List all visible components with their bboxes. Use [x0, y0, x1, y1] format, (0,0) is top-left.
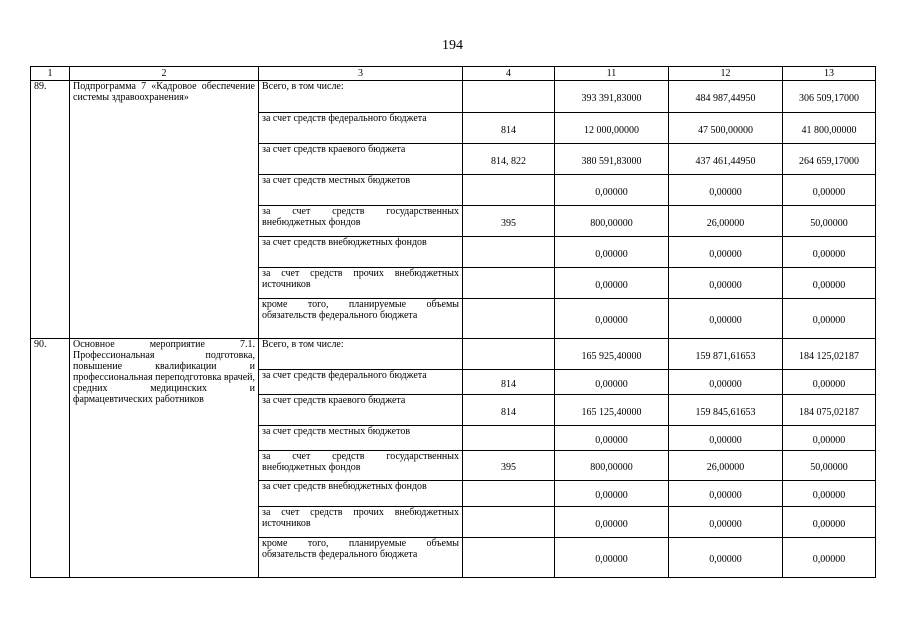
- column-header: 11: [555, 67, 669, 81]
- funding-source: [259, 481, 463, 507]
- value-col-11-text: 0,00000: [595, 434, 628, 446]
- value-col-12-text: 0,00000: [709, 378, 742, 390]
- budget-code-text: 814: [501, 124, 516, 136]
- column-header: 3: [259, 67, 463, 81]
- value-col-11: [555, 339, 669, 370]
- funding-source-text: кроме того, планируемые объемы обязательств федерального бюджета: [262, 538, 459, 560]
- value-col-13: [783, 481, 876, 507]
- value-col-13-text: 50,00000: [810, 217, 848, 229]
- column-header: 4: [463, 67, 555, 81]
- budget-code: [463, 237, 555, 268]
- budget-code: [463, 339, 555, 370]
- value-col-13-text: 0,00000: [812, 315, 846, 326]
- value-col-12: [669, 538, 783, 578]
- value-col-13: [783, 370, 876, 395]
- value-col-12-text: 0,00000: [709, 518, 742, 530]
- value-col-12: [669, 237, 783, 268]
- column-header: 12: [669, 67, 783, 81]
- value-col-11: [555, 538, 669, 578]
- column-header: 13: [783, 67, 876, 81]
- value-col-13: [783, 268, 876, 299]
- value-col-12: [669, 206, 783, 237]
- page-number: 194: [442, 38, 463, 53]
- value-col-13-text: 0,00000: [812, 248, 846, 260]
- value-col-11: [555, 175, 669, 206]
- value-col-13-text: 264 659,17000: [799, 155, 859, 167]
- value-col-12: [669, 113, 783, 144]
- budget-code: [463, 451, 555, 481]
- budget-code: [463, 81, 555, 113]
- funding-source: [259, 426, 463, 451]
- funding-source: [259, 237, 463, 268]
- row-number: [31, 339, 70, 578]
- table-row: [31, 339, 876, 370]
- value-col-13: [783, 206, 876, 237]
- value-col-11-text: 0,00000: [595, 378, 628, 390]
- value-col-11: [555, 507, 669, 538]
- column-header-row: [31, 67, 876, 81]
- value-col-13: [783, 339, 876, 370]
- value-col-11-text: 0,00000: [595, 248, 628, 260]
- funding-source-text: за счет средств федерального бюджета: [262, 113, 427, 124]
- value-col-11: [555, 144, 669, 175]
- value-col-12: [669, 175, 783, 206]
- value-col-13-text: 50,00000: [810, 462, 848, 473]
- value-col-12-text: 484 987,44950: [695, 93, 756, 104]
- value-col-13-text: 0,00000: [812, 186, 846, 198]
- funding-source-text: Всего, в том числе:: [262, 81, 344, 92]
- program-name-text: Основное мероприятие 7.1. Профессиональная подготовка, повышение квалификации и профессиональная переподготовка врачей, средних медицинских и фармацевтических работников: [73, 339, 255, 405]
- value-col-12: [669, 507, 783, 538]
- value-col-13: [783, 175, 876, 206]
- value-col-11-text: 0,00000: [595, 186, 628, 198]
- value-col-12-text: 0,00000: [709, 248, 742, 260]
- value-col-11-text: 0,00000: [595, 554, 628, 565]
- value-col-11-text: 12 000,00000: [584, 124, 639, 136]
- value-col-12-text: 0,00000: [709, 186, 742, 198]
- value-col-11-text: 393 391,83000: [581, 93, 642, 104]
- value-col-13-text: 0,00000: [812, 490, 846, 501]
- value-col-11: [555, 113, 669, 144]
- value-col-12: [669, 339, 783, 370]
- funding-source-text: за счет средств внебюджетных фондов: [262, 237, 427, 248]
- value-col-13: [783, 451, 876, 481]
- budget-code-text: 814: [501, 378, 516, 390]
- value-col-11: [555, 237, 669, 268]
- value-col-12: [669, 370, 783, 395]
- value-col-12-text: 0,00000: [709, 315, 742, 326]
- budget-code: [463, 268, 555, 299]
- value-col-13-text: 184 125,02187: [799, 350, 859, 362]
- value-col-12-text: 0,00000: [709, 434, 742, 446]
- value-col-12: [669, 395, 783, 426]
- value-col-13: [783, 81, 876, 113]
- budget-code: [463, 175, 555, 206]
- budget-table: [30, 66, 876, 578]
- row-number-text: 90.: [34, 339, 47, 350]
- funding-source-text: за счет средств краевого бюджета: [262, 395, 406, 406]
- value-col-11-text: 165 125,40000: [581, 406, 642, 418]
- funding-source-text: за счет средств краевого бюджета: [262, 144, 406, 155]
- value-col-13-text: 306 509,17000: [799, 93, 859, 104]
- value-col-13: [783, 144, 876, 175]
- value-col-12-text: 159 871,61653: [695, 350, 756, 362]
- value-col-12-text: 26,00000: [706, 462, 745, 473]
- value-col-11-text: 0,00000: [595, 279, 628, 291]
- funding-source: [259, 81, 463, 113]
- funding-source: [259, 175, 463, 206]
- value-col-13: [783, 538, 876, 578]
- funding-source: [259, 451, 463, 481]
- value-col-11: [555, 481, 669, 507]
- funding-source-text: за счет средств прочих внебюджетных источников: [262, 268, 459, 290]
- funding-source: [259, 268, 463, 299]
- budget-code: [463, 538, 555, 578]
- value-col-12: [669, 299, 783, 339]
- budget-code: [463, 144, 555, 175]
- value-col-13-text: 184 075,02187: [799, 406, 859, 418]
- funding-source-text: кроме того, планируемые объемы обязательств федерального бюджета: [262, 299, 459, 321]
- value-col-13: [783, 237, 876, 268]
- value-col-11: [555, 268, 669, 299]
- value-col-13: [783, 113, 876, 144]
- value-col-12: [669, 144, 783, 175]
- value-col-11: [555, 395, 669, 426]
- value-col-12-text: 26,00000: [706, 217, 745, 229]
- value-col-12-text: 159 845,61653: [695, 406, 756, 418]
- value-col-11-text: 0,00000: [595, 315, 628, 326]
- budget-code: [463, 299, 555, 339]
- value-col-11-text: 800,00000: [590, 217, 633, 229]
- table-row: [31, 81, 876, 113]
- program-name: [70, 81, 259, 339]
- funding-source: [259, 370, 463, 395]
- value-col-12-text: 437 461,44950: [695, 155, 756, 167]
- budget-code: [463, 206, 555, 237]
- value-col-11-text: 800,00000: [590, 462, 633, 473]
- budget-code-text: 395: [501, 462, 516, 473]
- value-col-13: [783, 395, 876, 426]
- value-col-13-text: 0,00000: [812, 279, 846, 291]
- funding-source: [259, 113, 463, 144]
- funding-source: [259, 144, 463, 175]
- value-col-12: [669, 451, 783, 481]
- value-col-12-text: 47 500,00000: [698, 124, 753, 136]
- column-header: 2: [70, 67, 259, 81]
- budget-code: [463, 481, 555, 507]
- value-col-11: [555, 370, 669, 395]
- funding-source-text: за счет средств местных бюджетов: [262, 426, 411, 437]
- budget-code: [463, 395, 555, 426]
- value-col-11: [555, 299, 669, 339]
- value-col-12-text: 0,00000: [709, 279, 742, 291]
- value-col-11: [555, 206, 669, 237]
- value-col-11-text: 380 591,83000: [581, 155, 642, 167]
- budget-code-text: 395: [501, 217, 516, 229]
- value-col-12: [669, 426, 783, 451]
- funding-source: [259, 299, 463, 339]
- value-col-11-text: 165 925,40000: [581, 350, 642, 362]
- value-col-11-text: 0,00000: [595, 518, 628, 530]
- funding-source-text: Всего, в том числе:: [262, 339, 344, 350]
- budget-code: [463, 507, 555, 538]
- budget-code: [463, 370, 555, 395]
- value-col-12-text: 0,00000: [709, 554, 742, 565]
- row-number-text: 89.: [34, 81, 47, 92]
- funding-source: [259, 507, 463, 538]
- value-col-12-text: 0,00000: [709, 490, 742, 501]
- row-number: [31, 81, 70, 339]
- program-name-text: Подпрограмма 7 «Кадровое обеспечение системы здравоохранения»: [73, 81, 255, 103]
- budget-code: [463, 426, 555, 451]
- value-col-13: [783, 426, 876, 451]
- value-col-13-text: 0,00000: [812, 518, 846, 530]
- funding-source-text: за счет средств прочих внебюджетных источников: [262, 507, 459, 529]
- budget-code: [463, 113, 555, 144]
- value-col-13-text: 41 800,00000: [801, 124, 857, 136]
- value-col-12: [669, 268, 783, 299]
- value-col-13: [783, 507, 876, 538]
- value-col-13-text: 0,00000: [812, 378, 846, 390]
- value-col-11-text: 0,00000: [595, 490, 628, 501]
- budget-code-text: 814: [501, 406, 516, 418]
- funding-source: [259, 538, 463, 578]
- funding-source: [259, 206, 463, 237]
- value-col-11: [555, 81, 669, 113]
- funding-source-text: за счет средств государственных внебюджетных фондов: [262, 451, 459, 473]
- value-col-13-text: 0,00000: [812, 554, 846, 565]
- value-col-11: [555, 451, 669, 481]
- value-col-12: [669, 481, 783, 507]
- value-col-13: [783, 299, 876, 339]
- funding-source-text: за счет средств государственных внебюджетных фондов: [262, 206, 459, 228]
- budget-code-text: 814, 822: [491, 155, 526, 167]
- value-col-13-text: 0,00000: [812, 434, 846, 446]
- funding-source-text: за счет средств внебюджетных фондов: [262, 481, 427, 492]
- value-col-11: [555, 426, 669, 451]
- funding-source: [259, 339, 463, 370]
- value-col-12: [669, 81, 783, 113]
- program-name: [70, 339, 259, 578]
- funding-source-text: за счет средств местных бюджетов: [262, 175, 411, 186]
- funding-source-text: за счет средств федерального бюджета: [262, 370, 427, 381]
- funding-source: [259, 395, 463, 426]
- column-header: 1: [31, 67, 70, 81]
